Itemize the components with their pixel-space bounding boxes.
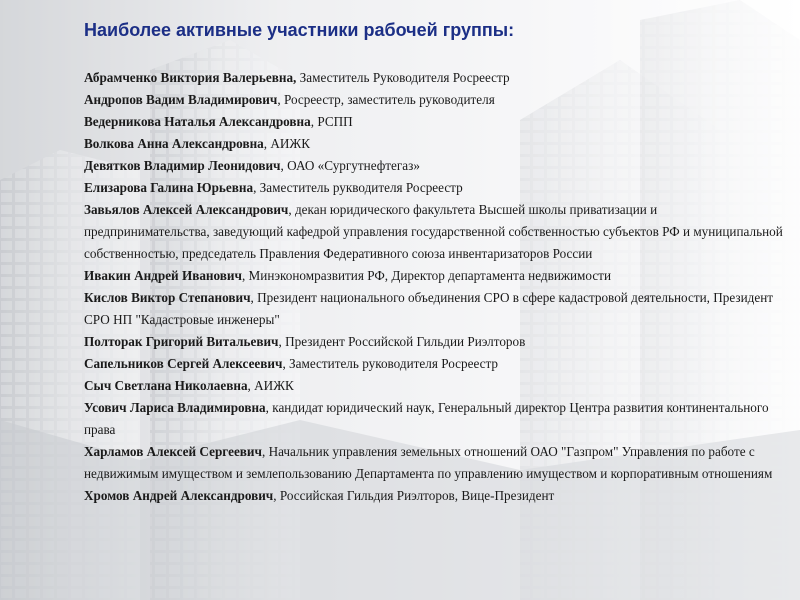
participant-role: , Минэкономразвития РФ, Директор департамента недвижимости [241, 268, 611, 283]
participant-name: Ведерникова Наталья Александровна [84, 114, 311, 129]
participant-role: , АИЖК [247, 378, 294, 393]
participant-item [84, 133, 784, 155]
participant-name: Кислов Виктор Степанович [84, 290, 251, 305]
participant-item [84, 397, 784, 441]
participant-role: , Заместитель руководителя Росреестр [282, 356, 499, 371]
participant-role: , Российская Гильдия Риэлторов, Вице-Президент [273, 488, 555, 503]
participant-name: Ивакин Андрей Иванович [84, 268, 242, 283]
participant-name: Сапельников Сергей Алексеевич [84, 356, 283, 371]
participant-role: , Заместитель рукводителя Росреестр [253, 180, 463, 195]
participant-role: , АИЖК [263, 136, 311, 151]
participant-item [84, 375, 784, 397]
participant-item [84, 67, 784, 89]
participant-item [84, 265, 784, 287]
participant-item [84, 287, 784, 331]
participant-name: Полторак Григорий Витальевич [84, 334, 279, 349]
participant-item [84, 89, 784, 111]
participant-role: , Президент Российской Гильдии Риэлторов [278, 334, 526, 349]
participant-item [84, 155, 784, 177]
participant-role: Заместитель Руководителя Росреестр [296, 70, 510, 85]
participant-role: , Президент национального объединения СРО в сфере кадастровой деятельности, Президент СРО НП "Кадастровые инженеры" [84, 290, 774, 327]
participant-role: , декан юридического факультета Высшей школы приватизации и предпринимательства, заведующий кафедрой управления государственной собственностью субъектов РФ и муниципальной собственностью, председатель Правления Федеративного союза инвентаризаторов России [84, 202, 783, 261]
participant-item [84, 111, 784, 133]
participant-item [84, 177, 784, 199]
participant-item [84, 199, 784, 265]
participant-name: Хромов Андрей Александрович [84, 488, 274, 503]
participant-name: Абрамченко Виктория Валерьевна, [84, 70, 297, 85]
participant-role: , РСПП [310, 114, 353, 129]
participant-name: Девятков Владимир Леонидович [84, 158, 281, 173]
participant-name: Сыч Светлана Николаевна [84, 378, 248, 393]
participant-name: Волкова Анна Александровна [84, 136, 264, 151]
participant-name: Усович Лариса Владимировна [84, 400, 266, 415]
participant-role: , кандидат юридический наук, Генеральный директор Центра развития континентального права [84, 400, 769, 437]
slide-title: Наиболее активные участники рабочей группы: [84, 20, 515, 40]
participant-role: , Начальник управления земельных отношений ОАО "Газпром" Управления по работе с недвижимым имуществом и землепользованию Департамента по управлению имуществом и корпоративным отношениям [84, 444, 773, 481]
participant-item [84, 441, 784, 485]
participant-role: , ОАО «Сургутнефтегаз» [280, 158, 420, 173]
participant-name: Андропов Вадим Владимирович [84, 92, 278, 107]
participant-name: Харламов Алексей Сергеевич [84, 444, 262, 459]
participant-item [84, 353, 784, 375]
participant-role: , Росреестр, заместитель руководителя [277, 92, 495, 107]
participant-item [84, 331, 784, 353]
participant-item [84, 485, 784, 507]
participant-name: Елизарова Галина Юрьевна [84, 180, 254, 195]
participant-name: Завьялов Алексей Александрович [84, 202, 289, 217]
participants-list [84, 67, 784, 507]
